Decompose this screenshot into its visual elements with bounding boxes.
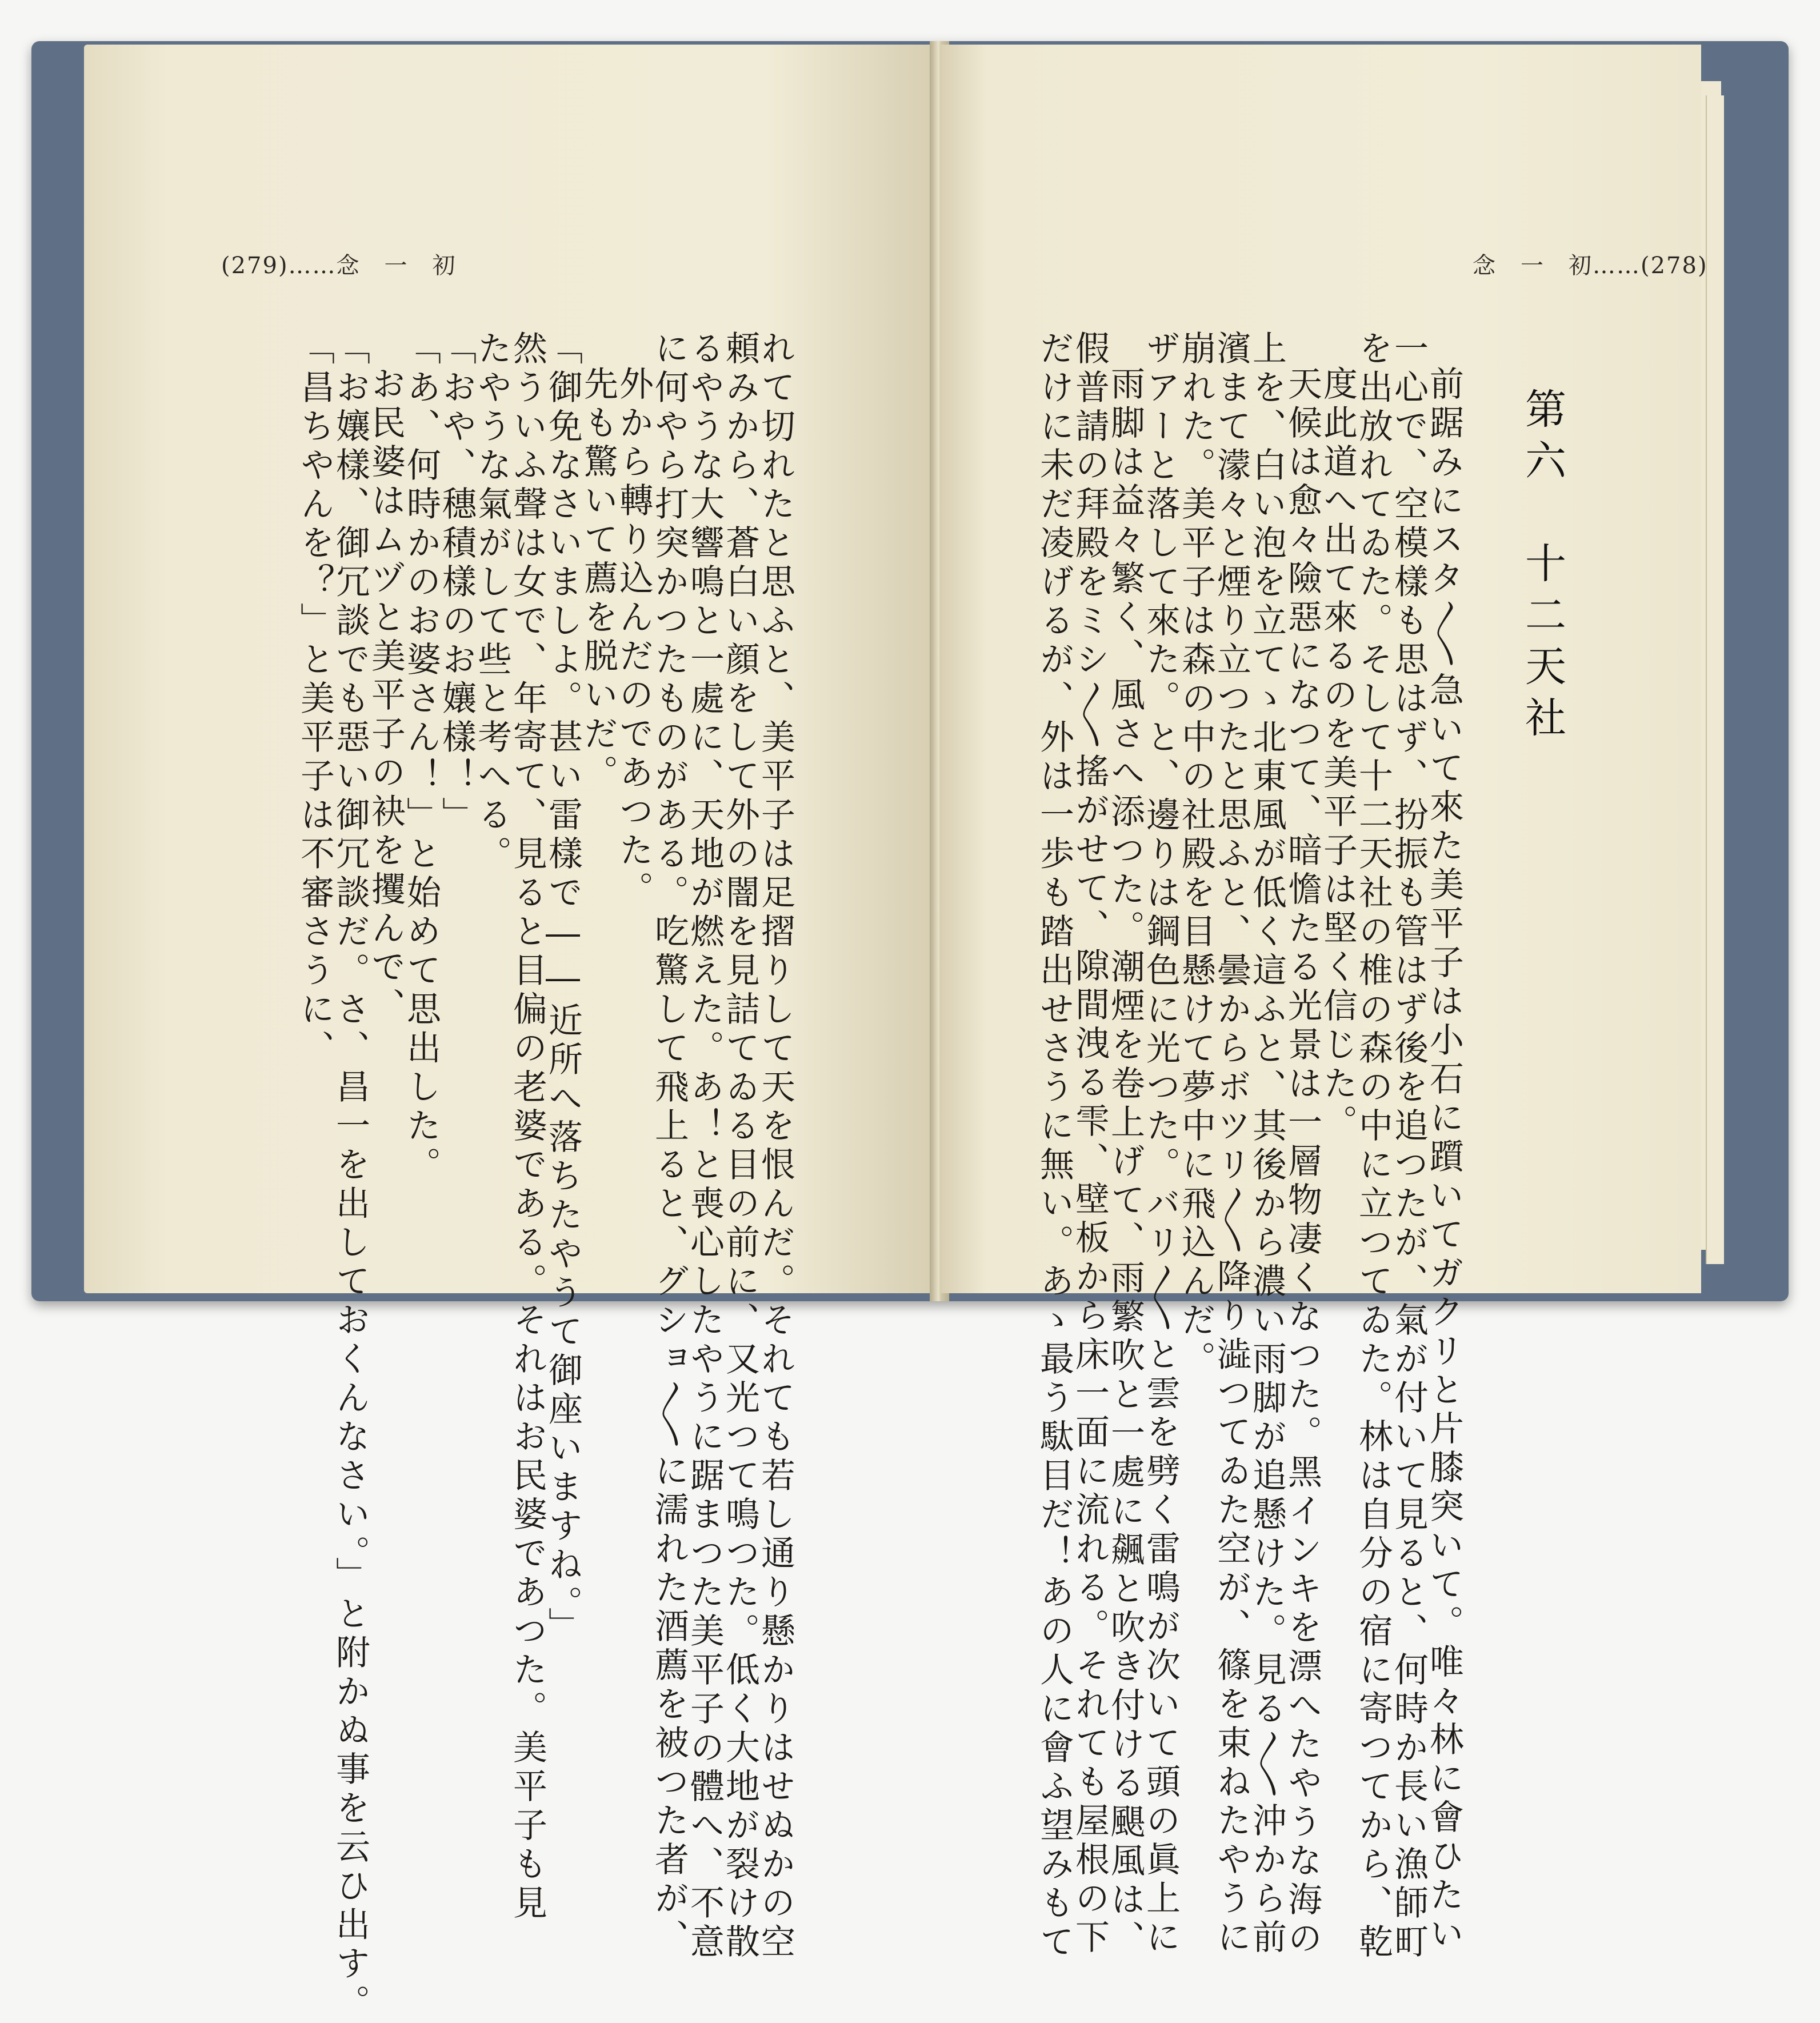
text-column: 「おや、穗積樣のお孃樣！」 [437, 330, 477, 835]
text-column: れて切れたと思ふと、美平子は足摺りして天を恨んだ。それても若し通り懸かりはせぬかの空 [755, 330, 795, 1962]
text-column: 崩れた。美平子は森の中の社殿を目懸けて夢中に飛込んだ。 [1176, 330, 1216, 1380]
text-column: 前踞みにスタ〱急いて來た美平子は小石に躓いてガクリと片膝突いて。唯々林に會ひたい [1424, 366, 1464, 1954]
text-column: たやうな氣がして些と考へる。 [472, 330, 512, 874]
text-column: 「お孃樣、御冗談でも惡い御冗談だ。さ、昌一を出しておくんなさい。」と附かぬ事を云ひ出す。 [330, 330, 370, 2023]
text-column: 假普請の拜殿をミシ〱搖がせて、隙間洩る雫、壁板から床一面に流れる。それても屋根の下 [1070, 330, 1110, 1958]
text-column: 上を、白い泡を立てゝ北東風が低く這ふと、其後から濃い雨脚が追懸けた。見る〱沖から前 [1247, 330, 1287, 1958]
text-column: 雨脚は益々繁く、風さへ添つた。潮煙を卷上げて、雨繁吹と一處に飆と吹き付ける颶風は、 [1105, 366, 1145, 1959]
text-column: お民婆はムヅと美平子の袂を攫んで、 [366, 366, 406, 1026]
text-column: ザアーと落して來た。と、邊りは鋼色に光つた。バリ〱と雲を劈く雷鳴が次いて頭の眞上に [1141, 330, 1181, 1958]
right-page-header: 念 一 初……(278) [1473, 253, 1708, 279]
right-page [941, 45, 1708, 1962]
left-page [84, 45, 937, 2023]
text-column: に何やら打突かつたものがある。吃驚して飛上ると、グショ〱に濡れた酒薦を被つた者が、 [649, 330, 689, 1958]
text-column: 外から轉り込んだのであつた。 [614, 366, 654, 910]
text-column: 一心で、空模樣も思はず、扮振も管はず後を追つたが、氣が付いて見ると、何時か長い漁師町 [1389, 330, 1429, 1962]
text-column: 天候は愈々險惡になつて、暗憺たる光景は一層物凄くなつた。黑インキを漂へたやうな海の [1282, 366, 1322, 1959]
text-column: 度此道へ出て來るのを美平子は堅く信じた。 [1318, 366, 1358, 1143]
text-column: 先も驚いて薦を脱いだ。 [578, 366, 618, 793]
book-cover [31, 41, 1789, 2023]
text-column: 「昌ちやんを？」と美平子は不審さうに、 [295, 330, 335, 1069]
chapter-title: 第六 十二天社 [1518, 387, 1566, 747]
text-column: るやうな大響鳴と一處に、天地が燃えた。あ！と喪心したやうに踞まつた美平子の體へ、不意 [685, 330, 725, 1962]
text-column: 頼みから、蒼白い顔をして外の闇を見詰てゐる目の前に、又光つて鳴つた。低く大地が裂け散 [720, 330, 760, 1962]
text-column: を出放れてゐた。そして十二天社の椎の森の中に立つてゐた。林は自分の宿に寄つてから、乾 [1353, 330, 1393, 1962]
text-column: 「あ、何時かのお婆さん！」と始めて思出した。 [401, 330, 441, 1185]
text-column: だけに未だ凌げるが、外は一歩も踏出せさうに無い。あゝ最う駄目だ！あの人に會ふ望みもて [1034, 330, 1074, 1962]
left-page-header: (279)……念 一 初 [221, 253, 457, 279]
text-column: 「御免なさいましよ。甚い雷樣で――近所へ落ちたやうて御座いますね。」 [543, 330, 583, 1646]
text-column: 然ういふ聲は女で、年寄て、見ると目偏の老婆である。それはお民婆であつた。美平子も見 [507, 330, 547, 1924]
page-edges-2 [1706, 95, 1724, 1264]
text-column: 濱まて濛々と煙り立つたと思ふと、曇からボツリ〱降り澁つてゐた空が、篠を束ねたやうに [1211, 330, 1251, 1958]
